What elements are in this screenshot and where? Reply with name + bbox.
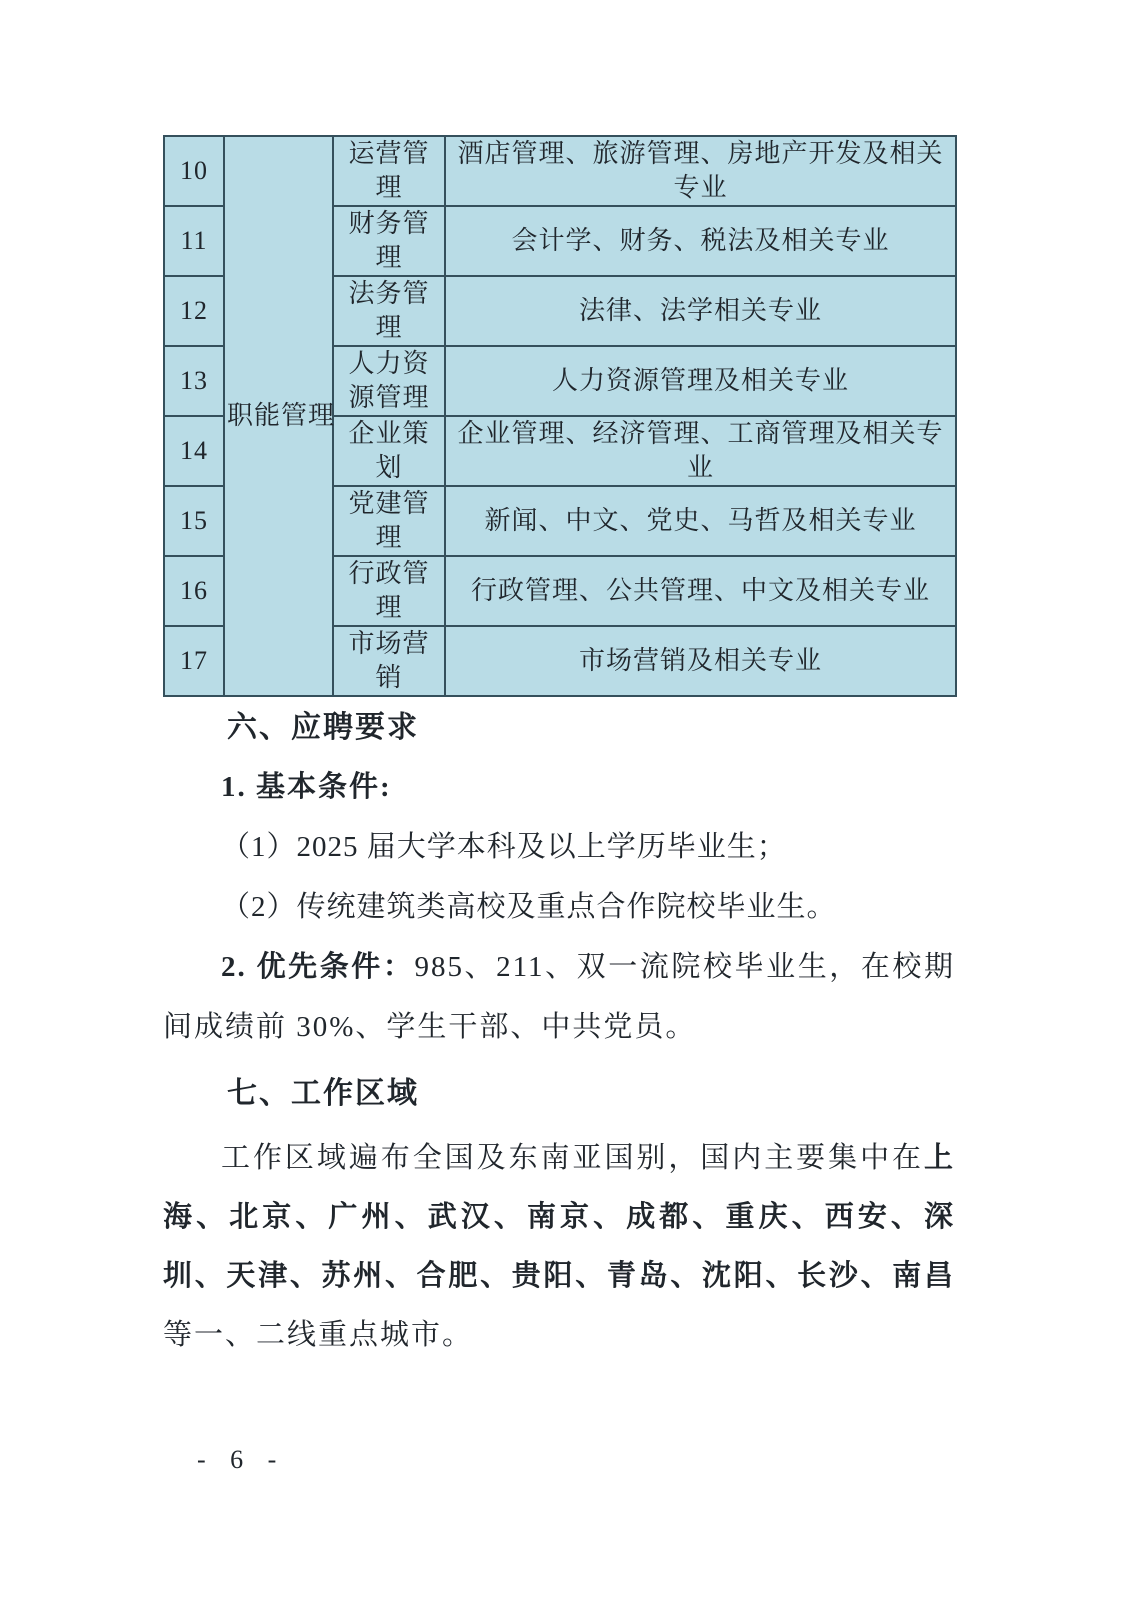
section-6-heading: 六、应聘要求 (227, 711, 419, 744)
row-number-cell: 16 (164, 556, 224, 626)
row-number-cell: 17 (164, 626, 224, 696)
row-number-cell: 11 (164, 206, 224, 276)
row-number-cell: 14 (164, 416, 224, 486)
work-region-intro: 工作区域遍布全国及东南亚国别，国内主要集中在 (221, 1142, 924, 1174)
section-7-heading: 七、工作区域 (227, 1077, 419, 1110)
position-cell: 党建管理 (333, 486, 445, 556)
category-cell: 职能管理 (224, 136, 333, 696)
row-number-cell: 10 (164, 136, 224, 206)
row-number-cell: 12 (164, 276, 224, 346)
basic-conditions-label: 1. 基本条件: (221, 771, 392, 803)
majors-cell: 人力资源管理及相关专业 (445, 346, 956, 416)
majors-cell: 市场营销及相关专业 (445, 626, 956, 696)
work-region-cities: 上海、北京、广州、武汉、南京、成都、重庆、西安、深圳、天津、苏州、合肥、贵阳、青岛、沈阳、长沙、南昌 (163, 1142, 955, 1292)
priority-conditions-text: 985、211、双一流院校毕业生，在校期间成绩前 30%、学生干部、中共党员。 (163, 951, 955, 1043)
priority-conditions-paragraph (163, 937, 955, 1057)
position-cell: 行政管理 (333, 556, 445, 626)
position-cell: 财务管理 (333, 206, 445, 276)
position-cell: 市场营销 (333, 626, 445, 696)
position-cell: 法务管理 (333, 276, 445, 346)
majors-cell: 法律、法学相关专业 (445, 276, 956, 346)
positions-table (163, 135, 957, 697)
position-cell: 人力资源管理 (333, 346, 445, 416)
majors-cell: 企业管理、经济管理、工商管理及相关专业 (445, 416, 956, 486)
majors-cell: 酒店管理、旅游管理、房地产开发及相关专业 (445, 136, 956, 206)
basic-condition-item-2: （2）传统建筑类高校及重点合作院校毕业生。 (221, 891, 837, 923)
majors-cell: 会计学、财务、税法及相关专业 (445, 206, 956, 276)
majors-cell: 行政管理、公共管理、中文及相关专业 (445, 556, 956, 626)
basic-condition-item-1: （1）2025 届大学本科及以上学历毕业生； (221, 831, 787, 863)
page-content (163, 135, 955, 1365)
priority-conditions-label: 2. 优先条件： (221, 951, 415, 983)
row-number-cell: 13 (164, 346, 224, 416)
work-region-paragraph (163, 1129, 955, 1365)
page-number: - 6 - (197, 1445, 286, 1474)
position-cell: 运营管理 (333, 136, 445, 206)
majors-cell: 新闻、中文、党史、马哲及相关专业 (445, 486, 956, 556)
position-cell: 企业策划 (333, 416, 445, 486)
table-row (164, 136, 956, 206)
work-region-outro: 等一、二线重点城市。 (163, 1319, 474, 1351)
row-number-cell: 15 (164, 486, 224, 556)
